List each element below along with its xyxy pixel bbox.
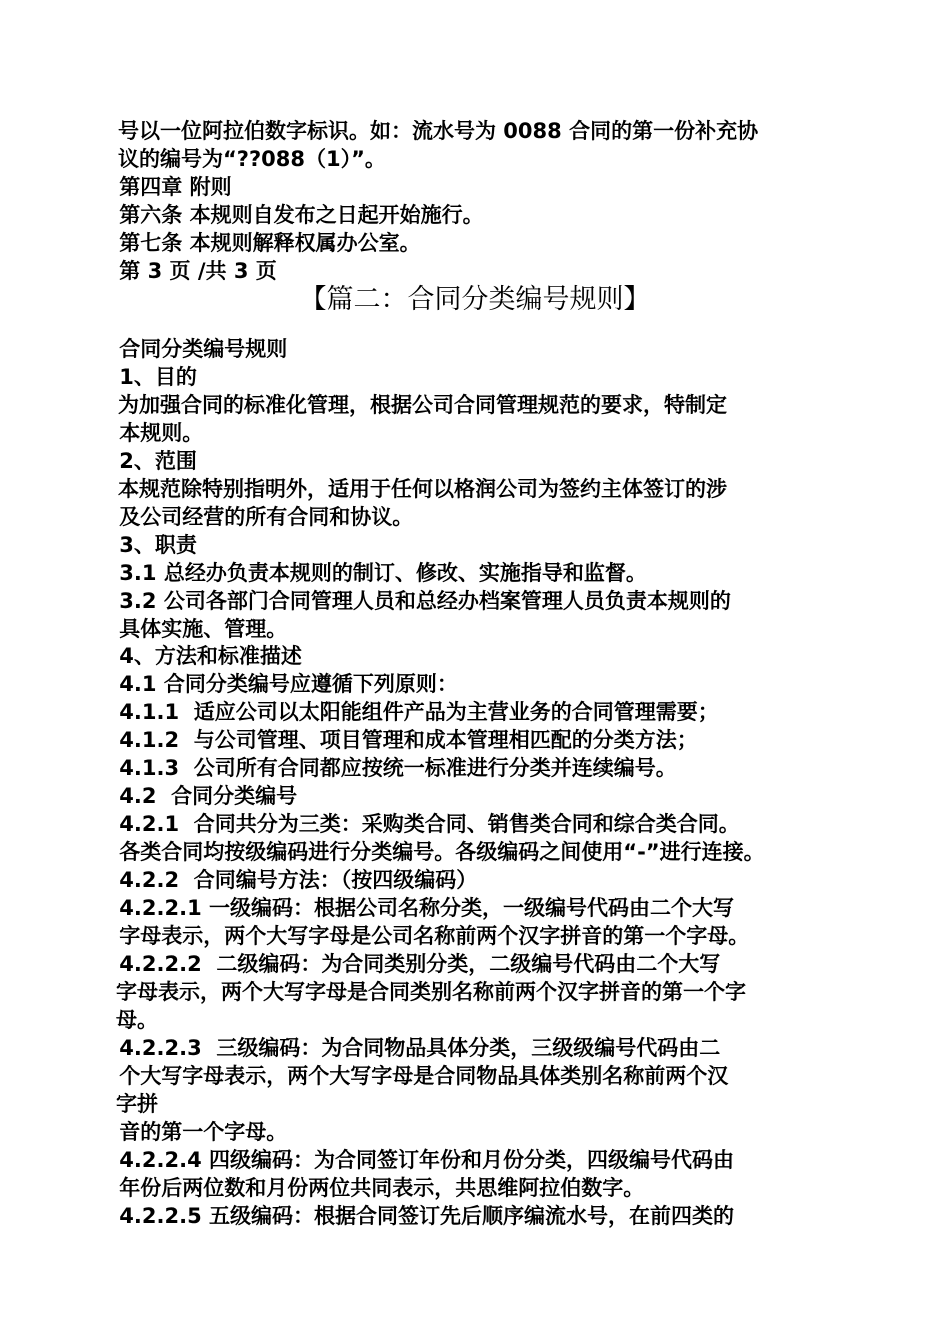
text-line: 4.2 合同分类编号: [112, 784, 298, 808]
text-line: 4.1 合同分类编号应遵循下列原则：: [112, 672, 458, 696]
text-line: 字拼: [116, 1092, 158, 1116]
text-line: 4.1.3 公司所有合同都应按统一标准进行分类并连续编号。: [112, 756, 677, 780]
chapter-heading: 第四章 附则: [112, 175, 232, 199]
text-line: 个大写字母表示，两个大写字母是合同物品具体类别名称前两个汉: [112, 1064, 729, 1088]
page-number: 第 3 页 /共 3 页: [112, 259, 277, 283]
text-line: 4、方法和标准描述: [112, 644, 302, 668]
text-line: 议的编号为“??088（1）”。: [118, 147, 386, 171]
text-line: 第七条 本规则解释权属办公室。: [112, 231, 421, 255]
text-line: 4.2.2.5 五级编码：根据合同签订先后顺序编流水号，在前四类的: [112, 1204, 734, 1228]
text-line: 2、范围: [112, 449, 197, 473]
text-line: 母。: [116, 1008, 158, 1032]
text-line: 4.2.1 合同共分为三类：采购类合同、销售类合同和综合类合同。: [112, 812, 740, 836]
section-heading: 【篇二：合同分类编号规则】: [299, 284, 651, 315]
text-line: 3、职责: [112, 533, 197, 557]
text-line: 年份后两位数和月份两位共同表示，共思维阿拉伯数字。: [112, 1176, 645, 1200]
text-line: 3.2 公司各部门合同管理人员和总经办档案管理人员负责本规则的: [112, 589, 731, 613]
text-line: 音的第一个字母。: [112, 1120, 288, 1144]
text-line: 1、目的: [112, 365, 197, 389]
text-line: 号以一位阿拉伯数字标识。如：流水号为 0088 合同的第一份补充协: [118, 119, 759, 143]
text-line: 4.2.2.2 二级编码：为合同类别分类，二级编号代码由二个大写: [112, 952, 721, 976]
text-line: 4.1.1 适应公司以太阳能组件产品为主营业务的合同管理需要；: [112, 700, 719, 724]
text-line: 4.1.2 与公司管理、项目管理和成本管理相匹配的分类方法；: [112, 728, 698, 752]
text-line: 第六条 本规则自发布之日起开始施行。: [112, 203, 484, 227]
text-line: 具体实施、管理。: [112, 617, 288, 641]
text-line: 字母表示，两个大写字母是公司名称前两个汉字拼音的第一个字母。: [112, 924, 750, 948]
text-line: 字母表示，两个大写字母是合同类别名称前两个汉字拼音的第一个字: [116, 980, 746, 1004]
text-line: 4.2.2 合同编号方法：（按四级编码）: [112, 868, 478, 892]
text-line: 4.2.2.3 三级编码：为合同物品具体分类，三级级编号代码由二: [112, 1036, 721, 1060]
text-line: 本规则。: [112, 421, 204, 445]
text-line: 3.1 总经办负责本规则的制订、修改、实施指导和监督。: [112, 561, 647, 585]
text-line: 4.2.2.4 四级编码：为合同签订年份和月份分类，四级编号代码由: [112, 1148, 734, 1172]
text-line: 各类合同均按级编码进行分类编号。各级编码之间使用“-”进行连接。: [112, 840, 765, 864]
text-line: 为加强合同的标准化管理，根据公司合同管理规范的要求，特制定: [118, 393, 727, 417]
text-line: 本规范除特别指明外，适用于任何以格润公司为签约主体签订的涉: [118, 477, 727, 501]
document-title: 合同分类编号规则: [112, 337, 288, 361]
text-line: 4.2.2.1 一级编码：根据公司名称分类，一级编号代码由二个大写: [112, 896, 734, 920]
text-line: 及公司经营的所有合同和协议。: [112, 505, 414, 529]
